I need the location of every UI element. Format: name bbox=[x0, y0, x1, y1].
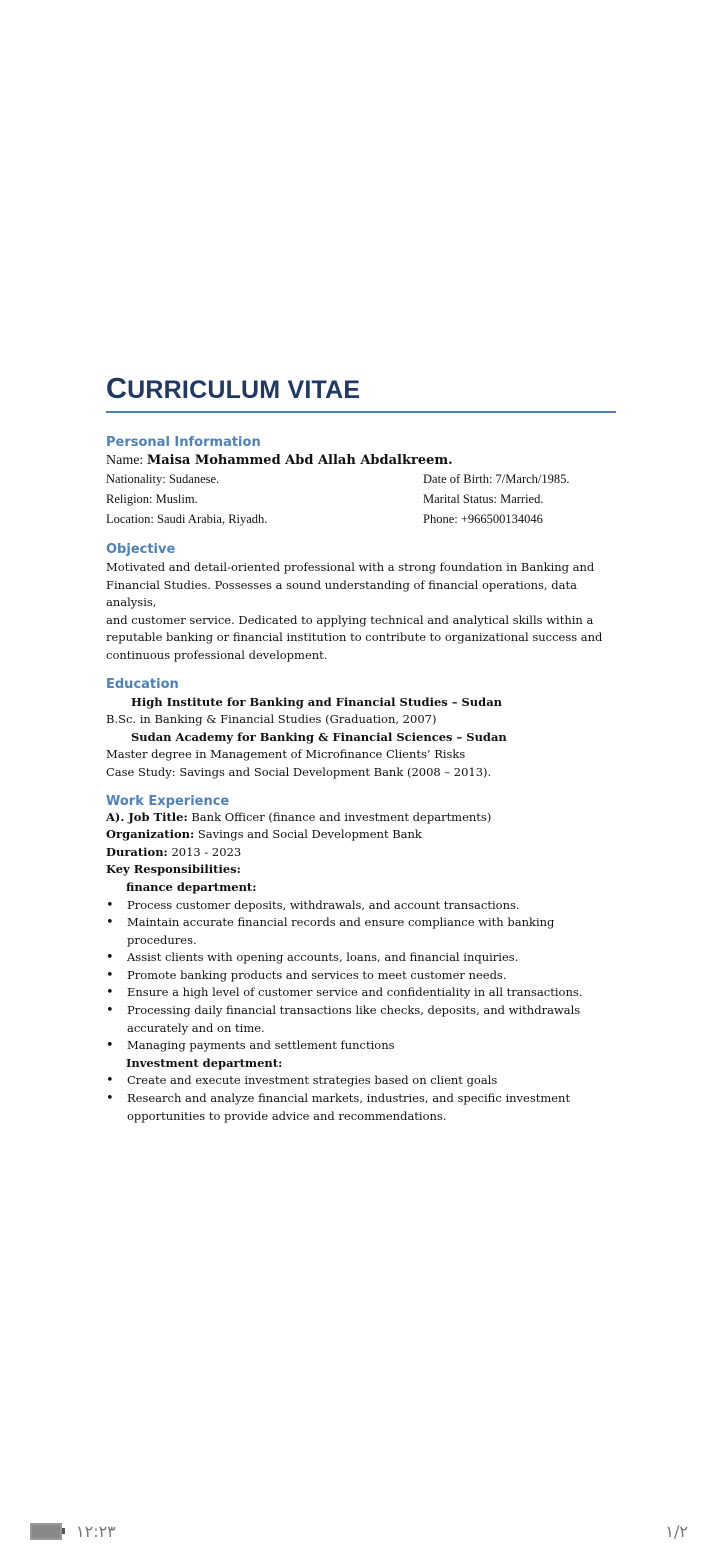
personal-row: Nationality: Sudanese. Date of Birth: 7/March/1985. bbox=[106, 472, 570, 486]
list-item: • Managing payments and settlement functions bbox=[106, 1037, 616, 1055]
document-title: CURRICULUM VITAE bbox=[106, 373, 361, 405]
key-responsibilities: Key Responsibilities: bbox=[106, 862, 241, 877]
list-item: • Maintain accurate financial records and ensure compliance with banking procedures. bbox=[106, 914, 616, 949]
organization: Organization: Savings and Social Development Bank bbox=[106, 827, 422, 842]
personal-grid bbox=[106, 472, 616, 532]
list-item: • Assist clients with opening accounts, loans, and financial inquiries. bbox=[106, 949, 616, 967]
personal-row: Location: Saudi Arabia, Riyadh. Phone: +966500134046 bbox=[106, 512, 543, 526]
objective-section bbox=[106, 542, 616, 665]
investment-dept-heading: Investment department: bbox=[126, 1055, 283, 1070]
list-item: • Processing daily financial transactions like checks, deposits, and withdrawals accurately and on time. bbox=[106, 1002, 616, 1037]
degree-2: Master degree in Management of Microfinance Clients’ Risks bbox=[106, 747, 466, 762]
title-divider bbox=[106, 411, 616, 413]
personal-section bbox=[106, 435, 616, 532]
school-1: High Institute for Banking and Financial Studies – Sudan bbox=[131, 694, 503, 709]
finance-list bbox=[106, 897, 616, 1055]
page-indicator: ١/٢ bbox=[665, 1522, 688, 1541]
work-heading: Work Experience bbox=[106, 793, 230, 809]
objective-heading: Objective bbox=[106, 542, 176, 557]
case-study: Case Study: Savings and Social Development Bank (2008 – 2013). bbox=[106, 764, 492, 779]
personal-row: Religion: Muslim. Marital Status: Married. bbox=[106, 492, 544, 506]
status-bar bbox=[30, 1522, 116, 1541]
list-item: • Research and analyze financial markets, industries, and specific investment opportunities to provide advice and recommendations. bbox=[106, 1090, 616, 1125]
school-2: Sudan Academy for Banking & Financial Sciences – Sudan bbox=[131, 729, 507, 744]
list-item: • Process customer deposits, withdrawals, and account transactions. bbox=[106, 897, 616, 915]
finance-dept-heading: finance department: bbox=[126, 879, 257, 894]
clock-time: ١٢:٢٣ bbox=[76, 1522, 116, 1541]
education-section bbox=[106, 677, 616, 782]
duration: Duration: 2013 - 2023 bbox=[106, 844, 242, 859]
investment-list bbox=[106, 1072, 616, 1125]
list-item: • Create and execute investment strategies based on client goals bbox=[106, 1072, 616, 1090]
objective-text: Motivated and detail-oriented professional with a strong foundation in Banking and Financial Studies. Possesses a sound understanding of financial operations, data analysis, and customer service. Dedicated to applying technical and analytical skills within a reputable banking or financial institution to contribute to organizational success and continuous professional development. bbox=[106, 560, 603, 662]
education-heading: Education bbox=[106, 676, 179, 692]
job-title: A). Job Title: Bank Officer (finance and investment departments) bbox=[106, 809, 492, 824]
battery-charging-icon bbox=[30, 1523, 62, 1540]
list-item: • Promote banking products and services to meet customer needs. bbox=[106, 967, 616, 985]
degree-1: B.Sc. in Banking & Financial Studies (Graduation, 2007) bbox=[106, 712, 437, 727]
list-item: • Ensure a high level of customer service and confidentiality in all transactions. bbox=[106, 984, 616, 1002]
cv-page bbox=[106, 372, 616, 1125]
work-section bbox=[106, 794, 616, 1126]
name-line: Name: Maisa Mohammed Abd Allah Abdalkreem. bbox=[106, 453, 453, 468]
personal-heading: Personal Information bbox=[106, 435, 261, 450]
